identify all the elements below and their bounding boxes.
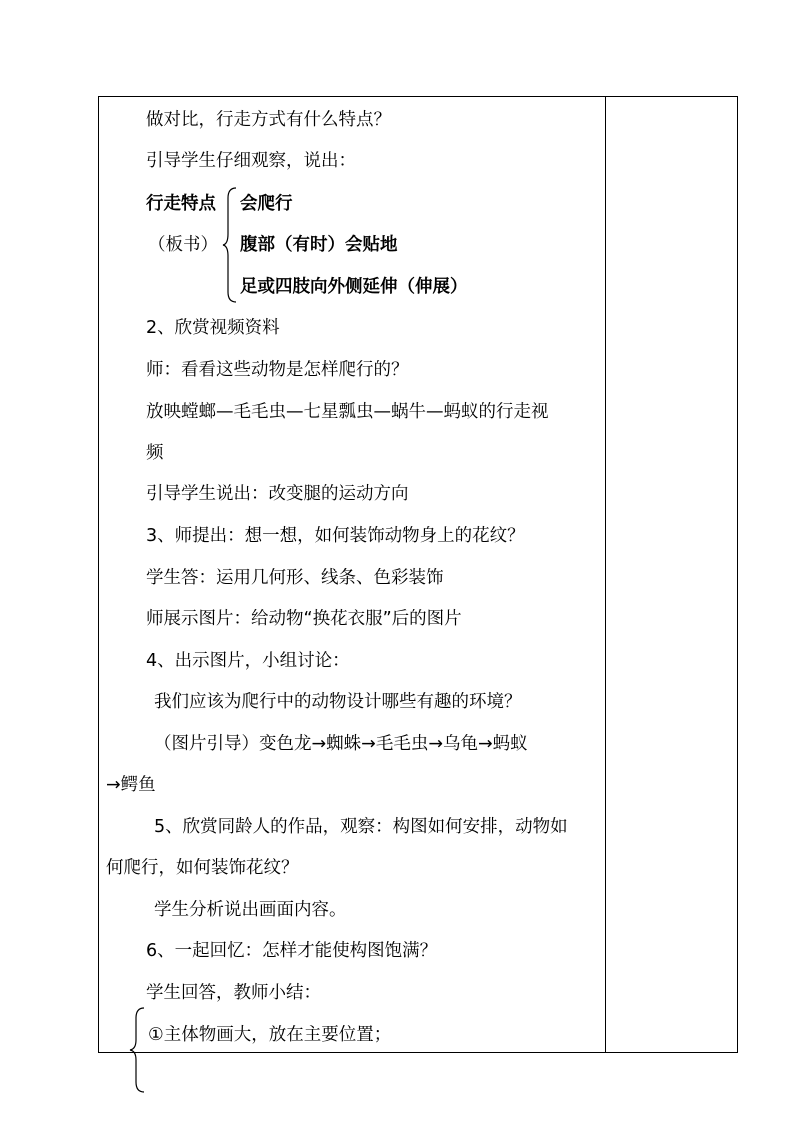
text-line: 师展示图片：给动物“换花衣服”后的图片: [146, 609, 462, 629]
text-line: 学生答：运用几何形、线条、色彩装饰: [146, 568, 444, 588]
board-item: 腹部（有时）会贴地: [240, 235, 398, 255]
curly-brace-icon: [222, 186, 238, 304]
text-line: →鳄鱼: [106, 775, 156, 795]
text-line: 引导学生仔细观察，说出：: [146, 151, 356, 171]
text-line: 频: [146, 443, 164, 463]
text-line: 5、欣赏同龄人的作品，观察：构图如何安排，动物如: [154, 817, 568, 837]
text-line: 6、一起回忆：怎样才能使构图饱满？: [146, 941, 438, 961]
board-item: 会爬行: [240, 194, 293, 214]
text-line: 我们应该为爬行中的动物设计哪些有趣的环境？: [154, 692, 522, 712]
curly-brace-icon: [128, 1006, 146, 1094]
text-line: 做对比，行走方式有什么特点？: [146, 110, 391, 130]
board-title: 行走特点: [146, 194, 216, 214]
text-line: 学生分析说出画面内容。: [154, 900, 347, 920]
text-line: 2、欣赏视频资料: [146, 318, 280, 338]
text-line: 师：看看这些动物是怎样爬行的？: [146, 360, 409, 380]
text-line: 放映螳螂—毛毛虫—七星瓢虫—蜗牛—蚂蚁的行走视: [146, 402, 549, 422]
board-item: 足或四肢向外侧延伸（伸展）: [240, 277, 468, 297]
text-line: （图片引导）变色龙→蜘蛛→毛毛虫→乌龟→蚂蚁: [154, 734, 528, 754]
board-note: （板书）: [148, 235, 218, 255]
text-line: 3、师提出：想一想，如何装饰动物身上的花纹？: [146, 526, 525, 546]
text-line: 何爬行，如何装饰花纹？: [106, 858, 299, 878]
text-line: ①主体物画大，放在主要位置；: [148, 1025, 392, 1045]
text-line: 4、出示图片，小组讨论：: [146, 651, 350, 671]
text-line: 学生回答，教师小结：: [146, 983, 321, 1003]
text-line: 引导学生说出：改变腿的运动方向: [146, 484, 409, 504]
column-divider: [605, 96, 606, 1053]
